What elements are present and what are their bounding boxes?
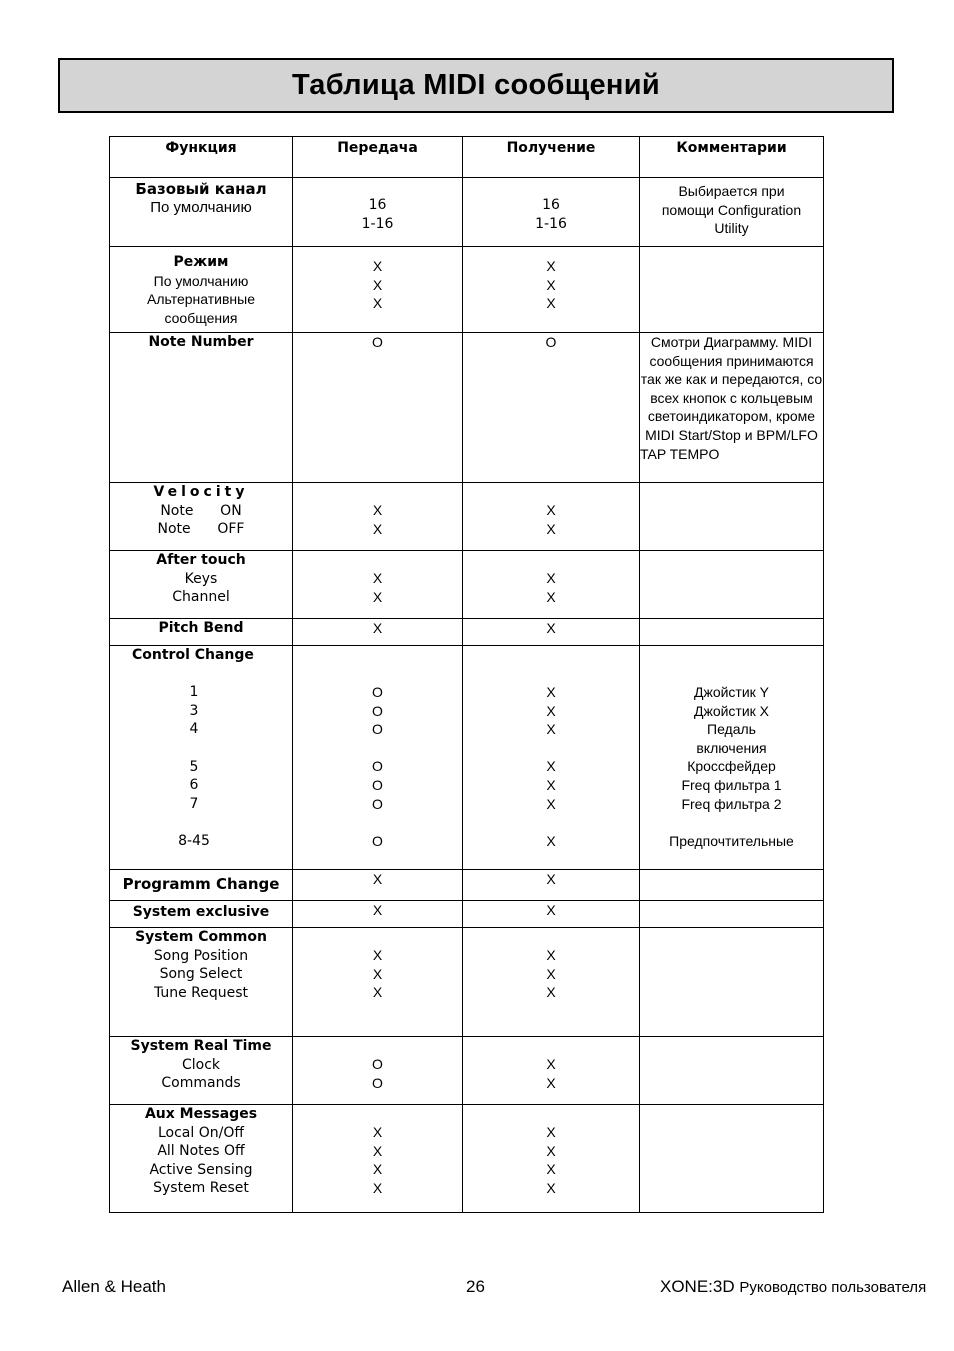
row-title: Aux Messages (144, 1106, 258, 1122)
rx-value: X (546, 276, 556, 293)
comment-text: Смотри Диаграмму. MIDI сообщения принимаются так же как и передаются, со всех кнопок с кольцевым светоиндикатором, кроме MIDI Start/Stop и BPM/LFO TAP TEMPO (640, 334, 823, 462)
footer-brand: XONE:3D (660, 1277, 735, 1296)
cell-receive (463, 1105, 640, 1213)
page-number: 26 (466, 1277, 485, 1296)
comment-line: Джойстик X (693, 702, 770, 719)
rx-value: X (546, 1074, 556, 1091)
cell-comment (640, 1037, 824, 1105)
row-line: Local On/Off (157, 1124, 244, 1141)
row-program-change (110, 870, 824, 901)
row-line: Tune Request (153, 984, 249, 1001)
rx-value (463, 739, 639, 758)
cell-receive (463, 870, 640, 901)
row-note-number (110, 333, 824, 483)
row-line: Альтернативные (147, 291, 255, 308)
tx-value: O (372, 795, 383, 812)
tx-value: X (372, 1142, 383, 1159)
tx-value: 16 (368, 197, 387, 213)
rx-value: X (546, 702, 556, 719)
header-row (110, 137, 824, 178)
row-line: По умолчанию (153, 272, 249, 289)
cell-function (110, 333, 293, 483)
cell-comment (640, 1105, 824, 1213)
rx-value: X (546, 1179, 556, 1196)
cell-comment (640, 619, 824, 646)
rx-value: X (546, 684, 556, 700)
tx-value: X (372, 1161, 383, 1178)
row-line: Active Sensing (149, 1161, 253, 1178)
row-base-channel (110, 178, 824, 247)
row-aux-messages (110, 1105, 824, 1213)
cc-number: 6 (189, 777, 199, 794)
rx-value: X (546, 871, 556, 887)
cell-comment (640, 901, 824, 928)
rx-value: 1-16 (535, 215, 567, 232)
footer-left: Allen & Heath (62, 1277, 166, 1296)
tx-value: X (372, 570, 383, 586)
tx-value: X (372, 620, 383, 636)
tx-value: O (372, 684, 383, 700)
cc-number: 1 (189, 684, 199, 701)
row-line: Note ON (160, 502, 242, 519)
cell-transmit (293, 901, 463, 928)
cell-transmit (293, 646, 463, 870)
row-system-real-time (110, 1037, 824, 1105)
row-line: Song Select (159, 966, 243, 983)
row-title: Control Change (132, 647, 254, 663)
tx-value: X (372, 984, 383, 1001)
cell-transmit (293, 247, 463, 333)
cell-function (110, 551, 293, 619)
row-velocity (110, 483, 824, 551)
rx-value: X (546, 258, 556, 274)
cell-transmit (293, 551, 463, 619)
cell-function (110, 928, 293, 1037)
cell-receive (463, 178, 640, 247)
row-title: Базовый канал (135, 180, 267, 198)
cell-receive (463, 928, 640, 1037)
row-system-exclusive (110, 901, 824, 928)
cell-receive (463, 247, 640, 333)
row-pitch-bend (110, 619, 824, 646)
tx-value: X (372, 871, 383, 887)
comment-line: помощи Configuration (661, 201, 802, 218)
comment-line: Utility (714, 220, 749, 237)
cell-comment (640, 483, 824, 551)
cell-comment (640, 646, 824, 870)
cell-receive (463, 901, 640, 928)
row-title: Programm Change (122, 875, 280, 893)
cell-comment (640, 928, 824, 1037)
row-line: Note OFF (157, 521, 245, 538)
row-mode (110, 247, 824, 333)
cell-function (110, 483, 293, 551)
rx-value: X (546, 520, 556, 537)
row-line: Song Position (153, 947, 249, 964)
rx-value: X (546, 1161, 556, 1178)
cell-receive (463, 619, 640, 646)
cell-comment (640, 551, 824, 619)
cell-transmit (293, 483, 463, 551)
cell-transmit (293, 619, 463, 646)
cc-number: 8-45 (178, 832, 210, 849)
tx-value (293, 739, 462, 758)
row-after-touch (110, 551, 824, 619)
tx-value: X (372, 947, 383, 963)
comment-line: включения (696, 739, 767, 756)
page-title: Таблица MIDI сообщений (291, 69, 661, 101)
cell-function (110, 1105, 293, 1213)
tx-value: 1-16 (361, 215, 394, 232)
tx-value: X (372, 588, 383, 605)
tx-value: X (372, 1124, 383, 1140)
comment-line: Предпочтительные (669, 832, 794, 849)
comment-line: Кроссфейдер (687, 758, 776, 775)
row-control-change (110, 646, 824, 870)
tx-value: X (372, 502, 383, 518)
cell-receive (463, 551, 640, 619)
rx-value: X (546, 795, 556, 812)
header-comments: Комментарии (640, 137, 824, 178)
cell-function (110, 870, 293, 901)
cell-function (110, 619, 293, 646)
tx-value: X (372, 520, 383, 537)
rx-value: X (546, 1124, 556, 1140)
tx-value: X (372, 276, 383, 293)
tx-value: O (372, 721, 383, 738)
comment-line: Выбирается при (678, 183, 785, 199)
rx-value: X (546, 620, 556, 636)
cell-comment (640, 247, 824, 333)
rx-value: X (546, 588, 556, 605)
cc-number: 3 (189, 702, 199, 719)
cell-comment (640, 333, 824, 483)
rx-value: X (546, 832, 556, 849)
cell-receive (463, 1037, 640, 1105)
tx-value: O (372, 334, 383, 350)
cc-number (110, 813, 278, 832)
comment-line: Джойстик Y (693, 684, 770, 700)
cell-receive (463, 646, 640, 870)
row-title: System exclusive (132, 904, 270, 920)
row-title: Режим (173, 254, 229, 270)
row-line: Keys (184, 570, 218, 587)
comment-line: Педаль (707, 721, 756, 738)
cc-number: 7 (189, 795, 199, 812)
row-line: System Reset (153, 1180, 249, 1197)
row-line: Channel (172, 589, 230, 606)
rx-value: X (546, 965, 556, 982)
rx-value: X (546, 502, 556, 518)
row-title: System Common (135, 929, 267, 945)
cell-function (110, 1037, 293, 1105)
rx-value: X (546, 776, 556, 793)
comment-line: Freq фильтра 1 (681, 776, 782, 793)
footer-right-text: Руководство пользователя (739, 1279, 927, 1296)
rx-value: X (546, 984, 556, 1001)
tx-value: O (372, 702, 383, 719)
tx-value: O (372, 1074, 383, 1091)
cell-function (110, 247, 293, 333)
title-box (58, 58, 894, 113)
tx-value: X (372, 295, 383, 312)
row-line: All Notes Off (157, 1143, 245, 1160)
row-title: Velocity (153, 484, 249, 500)
tx-value: X (372, 1179, 383, 1196)
row-title: Note Number (148, 334, 254, 350)
rx-value: 16 (542, 197, 560, 213)
cell-receive (463, 483, 640, 551)
rx-value (463, 813, 639, 832)
cell-transmit (293, 1037, 463, 1105)
cell-transmit (293, 178, 463, 247)
cell-function (110, 901, 293, 928)
cell-receive (463, 333, 640, 483)
midi-table (109, 136, 824, 1213)
rx-value: X (546, 947, 556, 963)
tx-value (293, 813, 462, 832)
rx-value: O (545, 334, 557, 350)
tx-value: O (372, 832, 383, 849)
cell-comment (640, 178, 824, 247)
cell-function (110, 178, 293, 247)
header-function: Функция (110, 137, 293, 178)
tx-value: O (372, 776, 383, 793)
cell-transmit (293, 928, 463, 1037)
cell-comment (640, 870, 824, 901)
row-line: Clock (181, 1056, 221, 1073)
row-title: Pitch Bend (158, 620, 244, 636)
row-system-common (110, 928, 824, 1037)
tx-value: O (372, 758, 383, 775)
header-transmit: Передача (293, 137, 463, 178)
rx-value: X (546, 295, 556, 312)
tx-value: X (372, 902, 383, 918)
rx-value: X (546, 721, 556, 738)
cell-function (110, 646, 293, 870)
row-line: По умолчанию (150, 198, 252, 216)
row-title: System Real Time (130, 1038, 272, 1054)
cell-transmit (293, 333, 463, 483)
row-line: Commands (161, 1075, 241, 1092)
tx-value: X (372, 258, 383, 274)
cc-number: 5 (189, 758, 199, 775)
rx-value: X (546, 902, 556, 918)
row-title: After touch (156, 552, 246, 568)
cc-number: 4 (189, 721, 199, 738)
cell-transmit (293, 870, 463, 901)
tx-value: O (372, 1056, 383, 1072)
row-line: сообщения (164, 309, 238, 326)
header-receive: Получение (463, 137, 640, 178)
rx-value: X (546, 1056, 556, 1072)
rx-value: X (546, 570, 556, 586)
footer-right (660, 1277, 926, 1297)
rx-value: X (546, 758, 556, 775)
cc-number (110, 739, 278, 758)
comment-line: Freq фильтра 2 (681, 795, 782, 812)
tx-value: X (372, 965, 383, 982)
comment-line (640, 813, 823, 832)
rx-value: X (546, 1142, 556, 1159)
cell-transmit (293, 1105, 463, 1213)
